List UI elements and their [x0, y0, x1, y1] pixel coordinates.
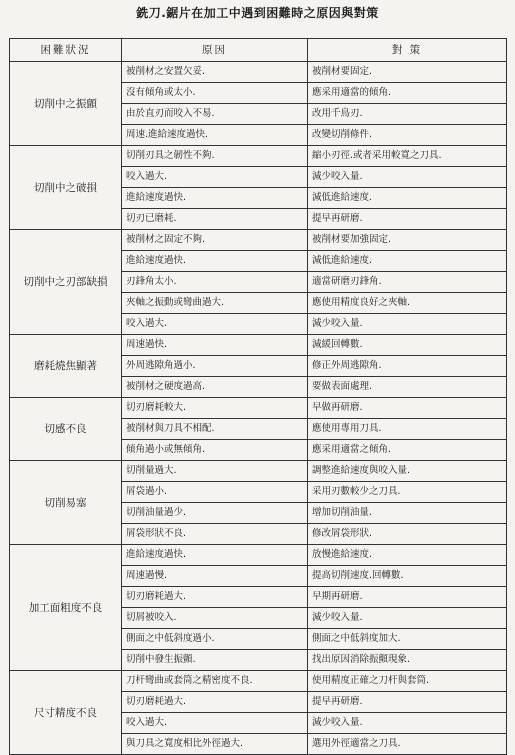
- difficulty-cell: 磨耗燒焦顯著: [10, 335, 122, 398]
- countermeasure-cell: 提早再研磨.: [308, 209, 507, 230]
- cause-cell: 刃鋒角太小.: [122, 272, 308, 293]
- cause-cell: 周速.進給速度過快.: [122, 125, 308, 146]
- cause-cell: 切削中發生振顫.: [122, 650, 308, 671]
- difficulty-cell: 切削中之破損: [10, 146, 122, 230]
- cause-cell: 切削油量過少.: [122, 503, 308, 524]
- cause-cell: 咬入過大.: [122, 713, 308, 734]
- cause-cell: 被削材之固定不夠.: [122, 230, 308, 251]
- countermeasure-cell: 應使用專用刀具.: [308, 419, 507, 440]
- cause-cell: 切刃已磨耗.: [122, 209, 308, 230]
- countermeasure-cell: 減少咬入量.: [308, 314, 507, 335]
- table-row: [10, 62, 507, 83]
- countermeasure-cell: 減少咬入量.: [308, 608, 507, 629]
- difficulty-cell: 加工面粗度不良: [10, 545, 122, 671]
- table-body: [10, 62, 507, 755]
- countermeasure-cell: 修改屑袋形狀.: [308, 524, 507, 545]
- countermeasure-cell: 找出原因消除振顫現象.: [308, 650, 507, 671]
- table-row: [10, 146, 507, 167]
- countermeasure-cell: 放慢進給速度.: [308, 545, 507, 566]
- cause-cell: 咬入過大.: [122, 167, 308, 188]
- countermeasure-cell: 選用外徑適當之刀具.: [308, 734, 507, 755]
- cause-cell: 外周逃隙角過小.: [122, 356, 308, 377]
- table-row: [10, 335, 507, 356]
- cause-cell: 由於直刃而咬入不易.: [122, 104, 308, 125]
- countermeasure-cell: 被削材要加強固定.: [308, 230, 507, 251]
- difficulty-cell: 切感不良: [10, 398, 122, 461]
- countermeasure-cell: 改用千鳥刃.: [308, 104, 507, 125]
- cause-cell: 周速過快.: [122, 335, 308, 356]
- countermeasure-cell: 修正外周逃隙角.: [308, 356, 507, 377]
- cause-cell: 進給速度過快.: [122, 251, 308, 272]
- table-row: [10, 398, 507, 419]
- cause-cell: 切削刃具之韌性不夠.: [122, 146, 308, 167]
- countermeasure-cell: 早期再研磨.: [308, 587, 507, 608]
- cause-cell: 被削材與刀具不相配.: [122, 419, 308, 440]
- header-cause: 原因: [122, 39, 308, 62]
- cause-cell: 周速過慢.: [122, 566, 308, 587]
- header-countermeasure: 對 策: [308, 39, 507, 62]
- cause-cell: 刀杆彎曲或套筒之精密度不良.: [122, 671, 308, 692]
- countermeasure-cell: 早做再研磨.: [308, 398, 507, 419]
- cause-cell: 沒有傾角或太小.: [122, 83, 308, 104]
- cause-cell: 進給速度過快.: [122, 545, 308, 566]
- difficulty-cell: 尺寸精度不良: [10, 671, 122, 755]
- table-row: [10, 230, 507, 251]
- cause-cell: 夾軸之振動或彎曲過大.: [122, 293, 308, 314]
- cause-cell: 進給速度過快.: [122, 188, 308, 209]
- troubleshooting-table: [9, 38, 507, 755]
- countermeasure-cell: 使用精度正確之刀杆與套筒.: [308, 671, 507, 692]
- cause-cell: 切刃磨耗過大.: [122, 692, 308, 713]
- countermeasure-cell: 減少咬入量.: [308, 167, 507, 188]
- header-row: [10, 39, 507, 62]
- difficulty-cell: 切削中之刃部缺損: [10, 230, 122, 335]
- cause-cell: 屑袋過小.: [122, 482, 308, 503]
- header-difficulty: 困難狀況: [10, 39, 122, 62]
- countermeasure-cell: 調整進給速度與咬入量.: [308, 461, 507, 482]
- countermeasure-cell: 縮小刃徑.或者采用較寬之刀具.: [308, 146, 507, 167]
- countermeasure-cell: 提高切削速度.回轉數.: [308, 566, 507, 587]
- countermeasure-cell: 減緩回轉數.: [308, 335, 507, 356]
- countermeasure-cell: 增加切削油量.: [308, 503, 507, 524]
- cause-cell: 切削量過大.: [122, 461, 308, 482]
- table-row: [10, 461, 507, 482]
- countermeasure-cell: 改變切削條件.: [308, 125, 507, 146]
- countermeasure-cell: 采用刃數較少之刀具.: [308, 482, 507, 503]
- countermeasure-cell: 應使用精度良好之夾軸.: [308, 293, 507, 314]
- countermeasure-cell: 被削材要固定.: [308, 62, 507, 83]
- cause-cell: 切刃磨耗較大.: [122, 398, 308, 419]
- countermeasure-cell: 減低進給速度.: [308, 188, 507, 209]
- difficulty-cell: 切削易塞: [10, 461, 122, 545]
- cause-cell: 切屑被咬入.: [122, 608, 308, 629]
- cause-cell: 被削材之安置欠妥.: [122, 62, 308, 83]
- difficulty-cell: 切削中之振顫: [10, 62, 122, 146]
- cause-cell: 切刃磨耗過大.: [122, 587, 308, 608]
- countermeasure-cell: 側面之中低斜度加大.: [308, 629, 507, 650]
- countermeasure-cell: 適當研磨刃鋒角.: [308, 272, 507, 293]
- cause-cell: 被削材之硬度過高.: [122, 377, 308, 398]
- countermeasure-cell: 應采用適當的傾角.: [308, 83, 507, 104]
- table-row: [10, 671, 507, 692]
- countermeasure-cell: 減低進給速度.: [308, 251, 507, 272]
- countermeasure-cell: 應采用適當之傾角.: [308, 440, 507, 461]
- countermeasure-cell: 要做表面處理.: [308, 377, 507, 398]
- cause-cell: 側面之中低斜度過小.: [122, 629, 308, 650]
- table-row: [10, 545, 507, 566]
- cause-cell: 與刀具之寬度相比外徑過大.: [122, 734, 308, 755]
- countermeasure-cell: 提早再研磨.: [308, 692, 507, 713]
- page-title: 銑刀.鋸片在加工中遇到困難時之原因與對策: [136, 6, 379, 20]
- cause-cell: 咬入過大.: [122, 314, 308, 335]
- countermeasure-cell: 減少咬入量.: [308, 713, 507, 734]
- cause-cell: 屑袋形狀不良.: [122, 524, 308, 545]
- cause-cell: 傾角過小或無傾角.: [122, 440, 308, 461]
